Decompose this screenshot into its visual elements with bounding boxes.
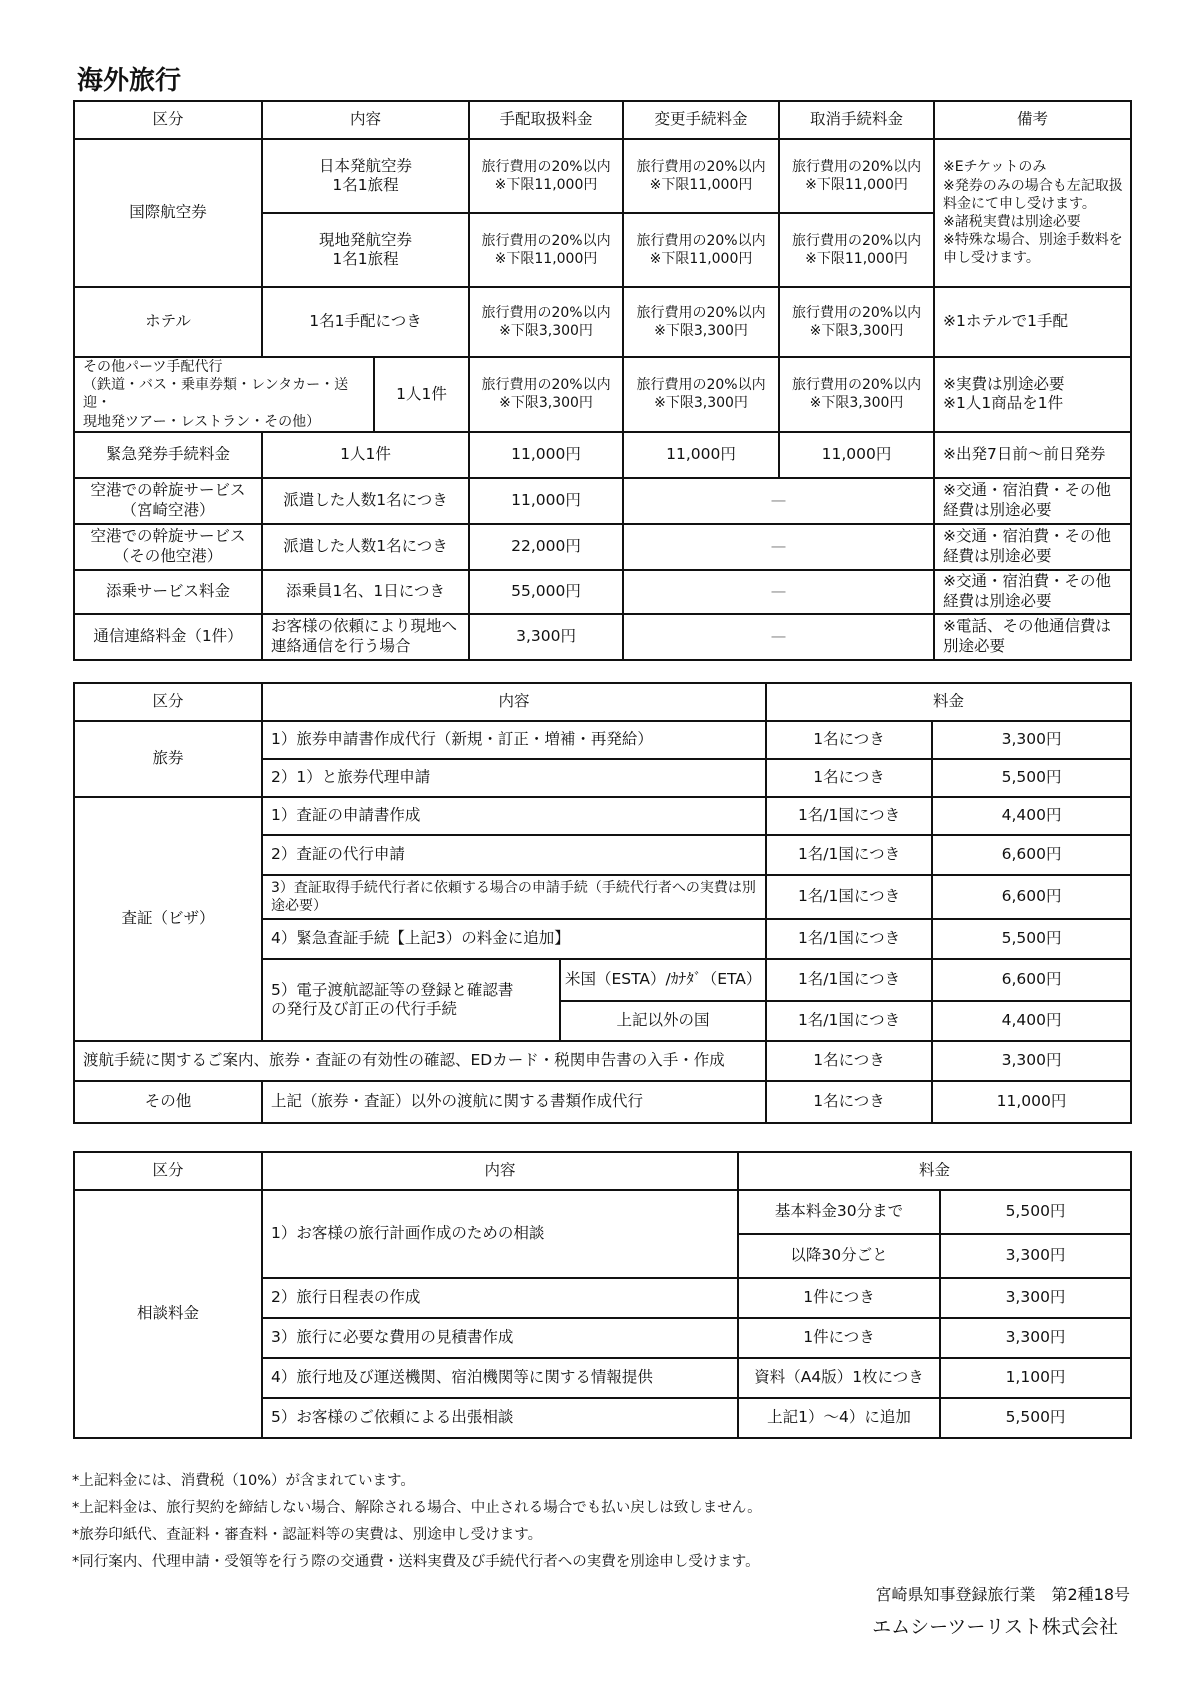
footnote: *同行案内、代理申請・受領等を行う際の交通費・送料実費及び手続代行者への実費を別途申し受けます。 — [72, 1554, 760, 1570]
fee-cell: 旅行費用の20%以内 ※下限11,000円 — [623, 213, 779, 287]
content-cell: 3）旅行に必要な費用の見積書作成 — [262, 1318, 738, 1358]
remarks-cell: ※交通・宿泊費・その他 経費は別途必要 — [934, 524, 1131, 570]
footnote: *上記料金には、消費税（10%）が含まれています。 — [72, 1473, 415, 1489]
content-cell: 上記（旅券・査証）以外の渡航に関する書類作成代行 — [262, 1081, 766, 1123]
category-cell: その他 — [74, 1081, 262, 1123]
content-cell: 派遣した人数1名につき — [262, 478, 469, 524]
category-cell: ホテル — [74, 287, 262, 357]
table-row — [74, 524, 1131, 570]
header-content: 内容 — [262, 683, 766, 721]
table-row — [74, 1081, 1131, 1123]
overseas-travel-fee-table — [73, 100, 1132, 661]
fee-cell: 55,000円 — [469, 570, 623, 614]
category-cell: 空港での幹旋サービス （その他空港） — [74, 524, 262, 570]
not-applicable-cell: — — [623, 524, 934, 570]
content-cell: お客様の依頼により現地へ 連絡通信を行う場合 — [262, 614, 469, 660]
unit-cell: 以降30分ごと — [738, 1234, 940, 1278]
price-cell: 5,500円 — [932, 919, 1131, 959]
remarks-cell: ※交通・宿泊費・その他 経費は別途必要 — [934, 570, 1131, 614]
table-header-row — [74, 101, 1131, 139]
fee-cell: 22,000円 — [469, 524, 623, 570]
table-row — [74, 797, 1131, 835]
unit-cell: 1名/1国につき — [766, 797, 932, 835]
unit-cell: 1名/1国につき — [766, 959, 932, 1001]
table-row — [74, 1041, 1131, 1081]
unit-cell: 1名/1国につき — [766, 1001, 932, 1041]
unit-cell: 1名につき — [766, 1081, 932, 1123]
content-cell: 4）緊急査証手続【上記3）の料金に追加】 — [262, 919, 766, 959]
unit-cell: 1名/1国につき — [766, 835, 932, 875]
content-cell: 2）1）と旅券代理申請 — [262, 759, 766, 797]
content-cell: 添乗員1名、1日につき — [262, 570, 469, 614]
unit-cell: 1件につき — [738, 1318, 940, 1358]
passport-visa-fee-table — [73, 682, 1132, 1124]
table-row — [74, 614, 1131, 660]
unit-cell: 1名/1国につき — [766, 875, 932, 919]
sub-content-cell: 上記以外の国 — [560, 1001, 766, 1041]
remarks-cell: ※Eチケットのみ ※発券のみの場合も左記取扱料金にて申し受けます。 ※諸税実費は別途必要 ※特殊な場合、別途手数料を申し受けます。 — [934, 139, 1131, 287]
price-cell: 1,100円 — [940, 1358, 1131, 1398]
table-row — [74, 287, 1131, 357]
header-cancel-fee: 取消手続料金 — [779, 101, 934, 139]
price-cell: 3,300円 — [932, 1041, 1131, 1081]
registration-number: 宮崎県知事登録旅行業 第2種18号 — [875, 1585, 1130, 1604]
content-cell: 派遣した人数1名につき — [262, 524, 469, 570]
footnote: *上記料金は、旅行契約を締結しない場合、解除される場合、中止される場合でも払い戻しは致しません。 — [72, 1500, 762, 1516]
fee-cell: 11,000円 — [469, 432, 623, 478]
price-cell: 5,500円 — [940, 1190, 1131, 1234]
content-cell: 日本発航空券 1名1旅程 — [262, 139, 469, 213]
remarks-cell: ※1ホテルで1手配 — [934, 287, 1131, 357]
content-cell: 4）旅行地及び運送機関、宿泊機関等に関する情報提供 — [262, 1358, 738, 1398]
fee-cell: 旅行費用の20%以内 ※下限11,000円 — [623, 139, 779, 213]
unit-cell: 資料（A4版）1枚につき — [738, 1358, 940, 1398]
price-cell: 5,500円 — [932, 759, 1131, 797]
remarks-cell: ※交通・宿泊費・その他 経費は別途必要 — [934, 478, 1131, 524]
footnote: *旅券印紙代、査証料・審査料・認証料等の実費は、別途申し受けます。 — [72, 1527, 543, 1543]
fee-cell: 旅行費用の20%以内 ※下限3,300円 — [779, 357, 934, 432]
content-cell: 2）査証の代行申請 — [262, 835, 766, 875]
page-title: 海外旅行 — [77, 66, 182, 96]
category-cell: 旅券 — [74, 721, 262, 797]
remarks-cell: ※電話、その他通信費は 別途必要 — [934, 614, 1131, 660]
table-row — [74, 1190, 1131, 1234]
unit-cell: 1名につき — [766, 1041, 932, 1081]
header-remarks: 備考 — [934, 101, 1131, 139]
not-applicable-cell: — — [623, 570, 934, 614]
table-row — [74, 357, 1131, 432]
price-cell: 3,300円 — [932, 721, 1131, 759]
price-cell: 6,600円 — [932, 835, 1131, 875]
price-cell: 11,000円 — [932, 1081, 1131, 1123]
content-cell: 5）電子渡航認証等の登録と確認書 の発行及び訂正の代行手続 — [262, 959, 560, 1041]
category-cell: 添乗サービス料金 — [74, 570, 262, 614]
table-row — [74, 721, 1131, 759]
header-arrangement-fee: 手配取扱料金 — [469, 101, 623, 139]
fee-cell: 旅行費用の20%以内 ※下限3,300円 — [469, 287, 623, 357]
category-cell: 空港での幹旋サービス （宮崎空港） — [74, 478, 262, 524]
header-price: 料金 — [738, 1152, 1131, 1190]
content-cell: 1）査証の申請書作成 — [262, 797, 766, 835]
content-cell: 3）査証取得手続代行者に依頼する場合の申請手続（手続代行者への実費は別途必要） — [262, 875, 766, 919]
fee-cell: 旅行費用の20%以内 ※下限11,000円 — [779, 139, 934, 213]
unit-cell: 基本料金30分まで — [738, 1190, 940, 1234]
unit-cell: 上記1）～4）に追加 — [738, 1398, 940, 1438]
fee-cell: 11,000円 — [623, 432, 779, 478]
unit-cell: 1名/1国につき — [766, 919, 932, 959]
header-content: 内容 — [262, 101, 469, 139]
table-row — [74, 478, 1131, 524]
table-header-row — [74, 683, 1131, 721]
fee-cell: 11,000円 — [469, 478, 623, 524]
header-content: 内容 — [262, 1152, 738, 1190]
footnotes — [72, 1468, 762, 1576]
content-cell: 2）旅行日程表の作成 — [262, 1278, 738, 1318]
remarks-cell: ※実費は別途必要 ※1人1商品を1件 — [934, 357, 1131, 432]
fee-cell: 旅行費用の20%以内 ※下限11,000円 — [469, 139, 623, 213]
unit-cell: 1名につき — [766, 759, 932, 797]
category-cell: 通信連絡料金（1件） — [74, 614, 262, 660]
category-cell: 相談料金 — [74, 1190, 262, 1438]
not-applicable-cell: — — [623, 478, 934, 524]
header-change-fee: 変更手続料金 — [623, 101, 779, 139]
price-cell: 3,300円 — [940, 1278, 1131, 1318]
header-category: 区分 — [74, 101, 262, 139]
company-name: エムシーツーリスト株式会社 — [872, 1616, 1118, 1638]
content-cell: 現地発航空券 1名1旅程 — [262, 213, 469, 287]
table-row — [74, 570, 1131, 614]
header-category: 区分 — [74, 683, 262, 721]
fee-cell: 3,300円 — [469, 614, 623, 660]
fee-cell: 旅行費用の20%以内 ※下限11,000円 — [779, 213, 934, 287]
unit-cell: 1件につき — [738, 1278, 940, 1318]
fee-cell: 旅行費用の20%以内 ※下限3,300円 — [623, 357, 779, 432]
category-cell: 国際航空券 — [74, 139, 262, 287]
fee-cell: 旅行費用の20%以内 ※下限3,300円 — [779, 287, 934, 357]
fee-cell: 旅行費用の20%以内 ※下限11,000円 — [469, 213, 623, 287]
price-cell: 5,500円 — [940, 1398, 1131, 1438]
fee-cell: 旅行費用の20%以内 ※下限3,300円 — [469, 357, 623, 432]
remarks-cell: ※出発7日前～前日発券 — [934, 432, 1131, 478]
category-cell: その他パーツ手配代行 （鉄道・バス・乗車券類・レンタカー・送迎・ 現地発ツアー・レストラン・その他） — [74, 357, 374, 432]
price-cell: 6,600円 — [932, 875, 1131, 919]
table-header-row — [74, 1152, 1131, 1190]
content-cell: 渡航手続に関するご案内、旅券・査証の有効性の確認、EDカード・税関申告書の入手・作成 — [74, 1041, 766, 1081]
price-cell: 3,300円 — [940, 1234, 1131, 1278]
price-cell: 4,400円 — [932, 1001, 1131, 1041]
content-cell: 1）旅券申請書作成代行（新規・訂正・増補・再発給） — [262, 721, 766, 759]
fee-cell: 旅行費用の20%以内 ※下限3,300円 — [623, 287, 779, 357]
category-cell: 緊急発券手続料金 — [74, 432, 262, 478]
unit-cell: 1名につき — [766, 721, 932, 759]
fee-cell: 11,000円 — [779, 432, 934, 478]
sub-content-cell: 米国（ESTA）/ｶﾅﾀﾞ（ETA） — [560, 959, 766, 1001]
category-cell: 査証（ビザ） — [74, 797, 262, 1041]
header-category: 区分 — [74, 1152, 262, 1190]
not-applicable-cell: — — [623, 614, 934, 660]
consultation-fee-table — [73, 1151, 1132, 1439]
content-cell: 1）お客様の旅行計画作成のための相談 — [262, 1190, 738, 1278]
content-cell: 1名1手配につき — [262, 287, 469, 357]
content-cell: 1人1件 — [262, 432, 469, 478]
table-row — [74, 139, 1131, 213]
header-price: 料金 — [766, 683, 1131, 721]
content-cell: 1人1件 — [374, 357, 469, 432]
content-cell: 5）お客様のご依頼による出張相談 — [262, 1398, 738, 1438]
price-cell: 3,300円 — [940, 1318, 1131, 1358]
table-row — [74, 432, 1131, 478]
price-cell: 4,400円 — [932, 797, 1131, 835]
price-cell: 6,600円 — [932, 959, 1131, 1001]
